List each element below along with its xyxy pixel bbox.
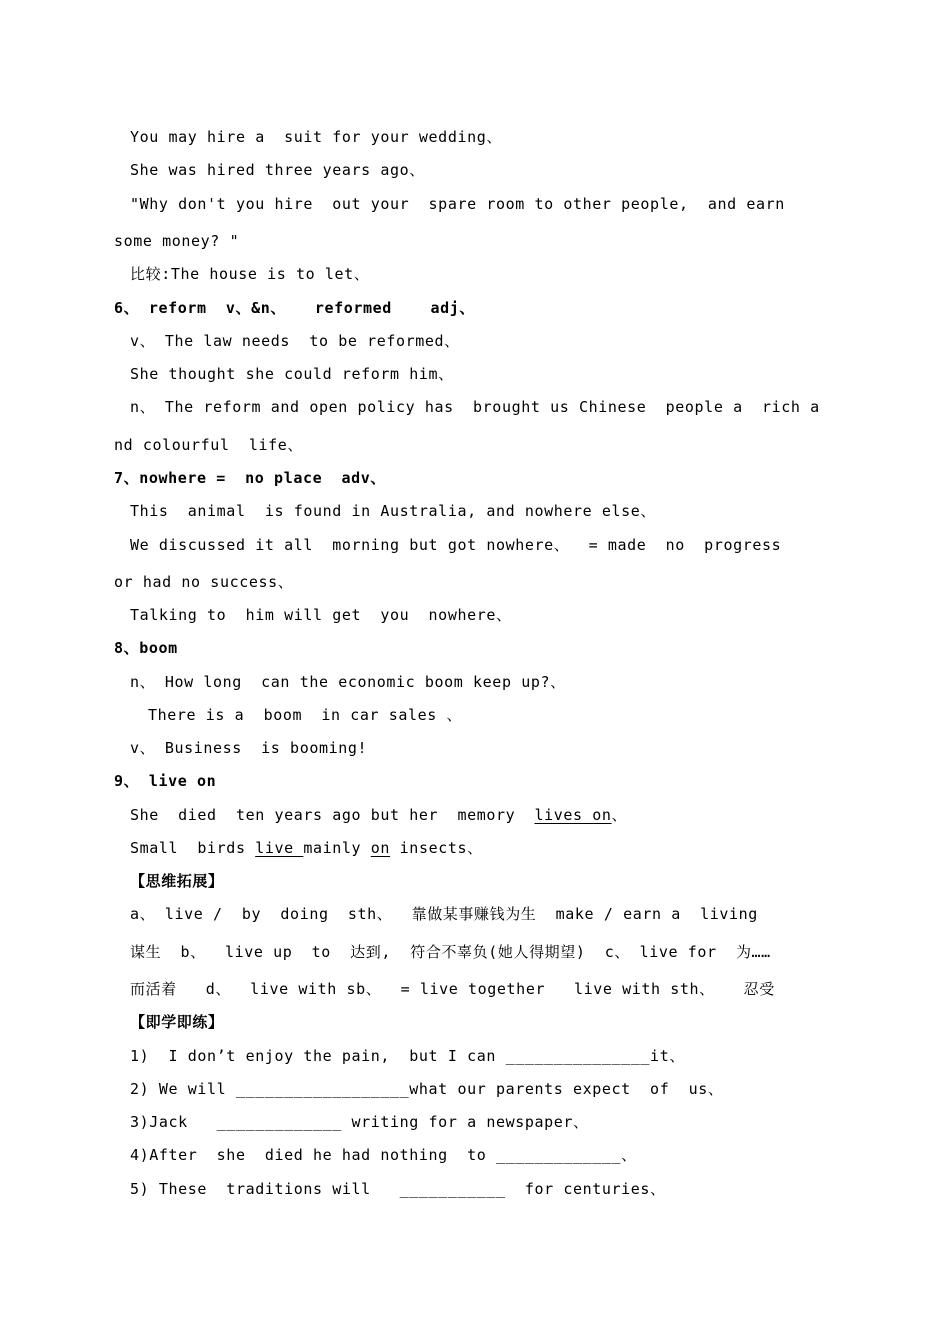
exercise-line: 3)Jack _____________ writing for a newspaper、 <box>130 1113 589 1131</box>
text-line <box>130 805 627 825</box>
text-line: 而活着 d、 live with sb、 = live together live with sth、 忍受 <box>130 980 775 998</box>
text-line: This animal is found in Australia, and nowhere else、 <box>130 502 657 520</box>
text-segment: 、 <box>611 806 628 824</box>
exercise-line: 4)After she died he had nothing to _____________、 <box>130 1146 637 1164</box>
exercise-line: 5) These traditions will ___________ for centuries、 <box>130 1180 666 1198</box>
section-heading: 7、nowhere = no place adv、 <box>114 469 386 487</box>
text-line: "Why don't you hire out your spare room to other people, and earn <box>130 195 785 213</box>
text-line: You may hire a suit for your wedding、 <box>130 128 502 146</box>
text-line: She thought she could reform him、 <box>130 365 454 383</box>
section-heading: 8、boom <box>114 639 178 657</box>
text-line: v、 The law needs to be reformed、 <box>130 332 460 350</box>
text-line: nd colourful life、 <box>114 436 303 454</box>
text-line: We discussed it all morning but got nowhere、 = made no progress <box>130 536 782 554</box>
underlined-phrase: on <box>370 839 391 857</box>
text-line: v、 Business is booming! <box>130 739 368 757</box>
text-line: 谋生 b、 live up to 达到, 符合不辜负(她人得期望) c、 live for 为…… <box>130 943 771 961</box>
text-line: Talking to him will get you nowhere、 <box>130 606 512 624</box>
section-heading: 【思维拓展】 <box>130 872 224 890</box>
exercise-line: 1) I don’t enjoy the pain, but I can _______________it、 <box>130 1047 685 1065</box>
text-line: or had no success、 <box>114 573 294 591</box>
section-heading: 9、 live on <box>114 772 217 790</box>
section-heading: 6、 reform v、&n、 reformed adj、 <box>114 299 475 317</box>
text-segment: She died ten years ago but her memory <box>130 806 535 824</box>
section-heading: 【即学即练】 <box>130 1013 224 1031</box>
text-segment: insects、 <box>390 839 483 857</box>
text-line: n、 How long can the economic boom keep up?、 <box>130 673 566 691</box>
text-line: There is a boom in car sales 、 <box>148 706 463 724</box>
text-line: a、 live / by doing sth、 靠做某事赚钱为生 make / earn a living <box>130 905 758 923</box>
text-line: She was hired three years ago、 <box>130 161 425 179</box>
exercise-line: 2) We will __________________what our parents expect of us、 <box>130 1080 724 1098</box>
underlined-phrase: live <box>255 839 304 857</box>
text-line <box>130 838 483 858</box>
text-line: n、 The reform and open policy has brought us Chinese people a rich a <box>130 398 820 416</box>
text-segment: Small birds <box>130 839 256 857</box>
text-segment: mainly <box>303 839 371 857</box>
underlined-phrase: lives on <box>534 806 612 824</box>
text-line: 比较:The house is to let、 <box>130 265 370 283</box>
text-line: some money? " <box>114 232 240 250</box>
